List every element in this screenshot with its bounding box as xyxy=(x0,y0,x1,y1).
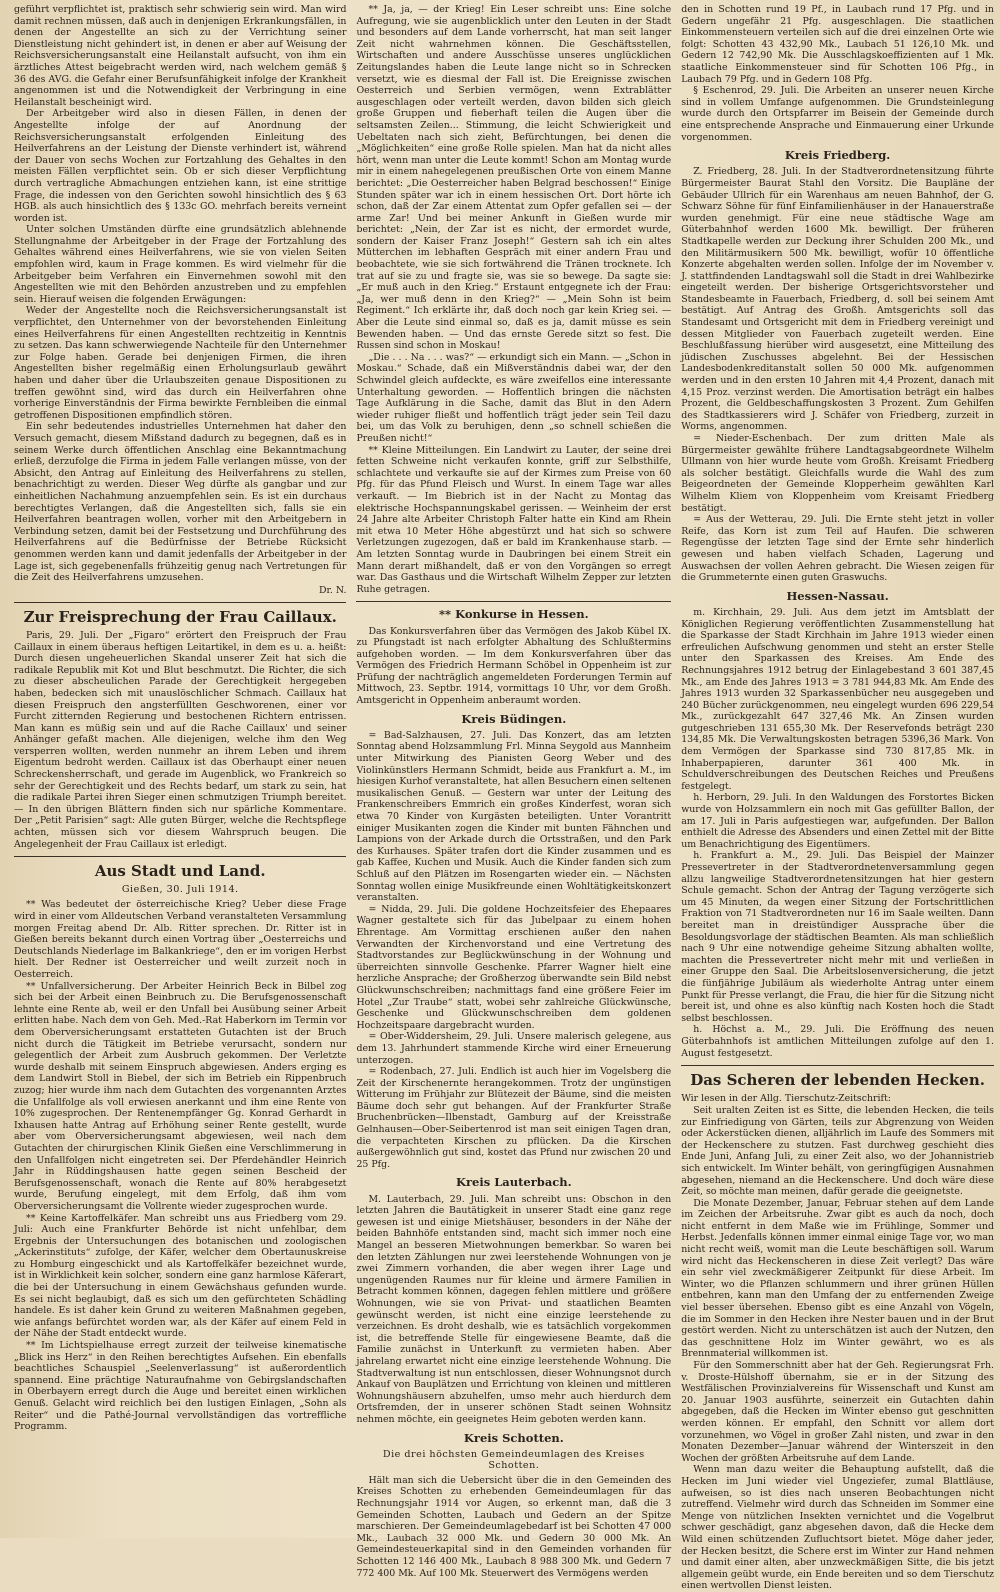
bankruptcy-headline: ** Konkurse in Hessen. xyxy=(439,607,589,622)
section-divider xyxy=(14,602,346,603)
article-paragraph: ** Ja, ja, — der Krieg! Ein Leser schreibt uns: Eine solche Aufregung, wie sie augenblicklich unter den Leuten in der Stadt und besonders auf dem Lande vorherrscht, hat man seit langer Zeit nicht wahrnehmen können. Die Geschäftsstellen, Wirtschaften und andere Ausschüsse unseres unglücklichen Zeitungslandes haben die Leute lange nicht so in Schrecken versetzt, wie es diesmal der Fall ist. Die Ereignisse zwischen Oesterreich und Serbien vermögen, wenn Extrablätter ausgeschlagen oder verteilt werden, davon bilden sich gleich große Gruppen und fieberhaft teilen die Augen über die seltsamsten Zeilen... Stimmung, die leicht Schwierigkeit und Uebeltaten nach sich zieht, Befürchtungen, bei denen die „Möglichkeiten“ eine große Rolle spielen. Man hat da nicht alles hört, wenn man unter die Leute kommt! Schon am Montag wurde mir in einem nahegelegenen preußischen Orte von einem Manne berichtet: „Die Oesterreicher haben Belgrad beschossen!“ Einige Stunden später war ich in einem hessischen Ort. Dort hörte ich schon, daß der Zar einem Attentat zum Opfer gefallen sei — der arme Zar! Und bei meiner Ankunft in Gießen wurde mir berichtet: „Nein, der Zar ist es nicht, der ermordet wurde, sondern der Kaiser Franz Joseph!“ Gestern sah ich ein altes Mütterchen im lebhaften Gespräch mit einer andern Frau und beobachtete, wie sie sich fortwährend die Tränen trocknete. Ich trat auf sie zu und fragte sie, was sie so bewege. Da sagte sie: „Er muß auch in den Krieg.“ Erstaunt entgegnete ich der Frau: „Ja, wer muß denn in den Krieg?“ — „Mein Sohn ist beim Regiment.“ Ich erklärte ihr, daß doch noch gar kein Krieg sei. — Aber die Leute sind einmal so, daß es ja, damit müsse es sein Bewenden haben. — Und das ernste Gerede sitzt so fest. Die Russen sind schon in Moskau! xyxy=(356,4,672,352)
local-news-dateline: Gießen, 30. Juli 1914. xyxy=(121,884,239,896)
page-columns xyxy=(14,4,994,1592)
article-paragraph: = Aus der Wetterau, 29. Juli. Die Ernte steht jetzt in voller Reife, das Korn ist zum Teil auf Haufen. Die schweren Regengüsse der letzten Tage sind der Ernte sehr hinderlich gewesen und haben vielfach Schaden, Lagerung und Auswachsen der vollen Aehren gebracht. Die Wiesen zeigen für die Grummeternte einen guten Graswuchs. xyxy=(681,514,994,584)
article-paragraph: geführt verpflichtet ist, praktisch sehr schwierig sein wird. Man wird damit rechnen müssen, daß auch in denjenigen Erkrankungsfällen, in denen der Angestellte an sich zu der Verrichtung seiner Dienstleistung nicht gehindert ist, in denen er aber auf Weisung der Reichsversicherungsanstalt eine Heilanstalt aufsucht, von ihm ein ärztliches Attest beigebracht werden wird, nach welchem gemäß § 36 des AVG. die Gefahr einer Berufsunfähigkeit infolge der Krankheit angenommen ist und die Notwendigkeit der Verbringung in eine Heilanstalt bescheinigt wird. xyxy=(14,4,347,108)
column-2 xyxy=(356,4,672,1579)
district-headline-budingen: Kreis Büdingen. xyxy=(461,711,567,726)
region-headline-hessen-nassau: Hessen-Nassau. xyxy=(786,588,889,603)
article-paragraph: Wir lesen in der Allg. Tierschutz-Zeitschrift: xyxy=(681,1093,891,1105)
district-headline-friedberg: Kreis Friedberg. xyxy=(784,148,891,163)
article-paragraph: Hält man sich die Uebersicht über die in den Gemeinden des Kreises Schotten zu erhebenden Gemeindeumlagen für das Rechnungsjahr 1914 vor Augen, so erkennt man, daß die 3 Gemeinden Schotten, Laubach und Gedern an der Spitze marschieren. Der Gemeindeumlagebedarf ist bei Schotten 47 000 Mk., Laubach 32 000 Mk. und Gedern 30 000 Mk. An Gemeindesteuerkapital sind in den Gemeinden vorhanden für Schotten 12 146 400 Mk., Laubach 8 988 300 Mk. und Gedern 7 772 400 Mk. Auf 100 Mk. Steuerwert des Vermögens werden xyxy=(356,1474,672,1579)
article-paragraph: Z. Friedberg, 28. Juli. In der Stadtverordnetensitzung führte Bürgermeister Baurat Stahl den Vorsitz. Die Baupläne der Gebäuder Ullrich für ein Warenhaus am neuen Bahnhof, der G. Schwarz Söhne für fünf Einfamilienhäuser in der Hanauerstraße wurden genehmigt. Für eine neue städtische Wage am Güterbahnhof werden 1600 Mk. bewilligt. Der früheren Stadtkapelle werden zur Deckung ihrer Schulden 200 Mk., und den Militärmusikern 500 Mk. bewilligt, wofür 10 öffentliche Konzerte abgehalten werden sollen. Infolge der im November v. J. stattfindenden Landtagswahl soll die Stadt in drei Wahlbezirke eingeteilt werden. Der bisherige Ortsgerichtsvorsteher und Standesbeamte in Fauerbach, Friedberg, d. soll bei seinem Amt bestätigt. Auf Antrag des Großh. Amtsgerichts soll das Standesamt und Ortsgericht mit dem in Friedberg vereinigt und dessen Mitglieder von Fauerbach zugeteilt werden. Eine Beschlußfassung hierüber wird ausgesetzt, eine Mitteilung des jüdischen Zuschusses abgelehnt. Bei der Hessischen Landesbodenkreditanstalt sollen 50 000 Mk. aufgenommen werden und in den ersten 10 Jahren mit 4,4 Prozent, danach mit 4,15 Proz. verzinst werden. Die Amortisation beträgt ein halbes Prozent, die Geldbeschaffungskosten 3 Prozent. Zum Gehilfen des Stadtkassierers wird J. Schäfer von Friedberg, zurzeit in Worms, angenommen. xyxy=(681,166,994,433)
article-paragraph: „Die . . . Na . . . was?“ — erkundigt sich ein Mann. — „Schon in Moskau.“ Schade, daß ein Mißverständnis dabei war, der den Schwindel gleich aufdeckte, es wäre zweifellos eine interessante Unterhaltung geworden. — Hoffentlich bringen die nächsten Tage Aufklärung in die Sache, damit das Blut in den Adern wieder ruhiger fließt und hoffentlich trägt jeder sein Teil dazu bei, um das Volk zu beruhigen, denn „so schnell schießen die Preußen nicht!“ xyxy=(356,351,672,444)
hedges-headline: Das Scheren der lebenden Hecken. xyxy=(690,1071,985,1090)
district-headline-lauterbach: Kreis Lauterbach. xyxy=(455,1175,572,1190)
article-paragraph: ** Im Lichtspielhause erregt zurzeit der teilweise kinematische „Blick ins Herz“ in den Reihen berechtigtes Aufsehen. Ein ebenfalls beachtliches Schauspiel „Seelenverlassung“ ist außerordentlich spannend. Eine prächtige Naturaufnahme von Gebirgslandschaften in Oberbayern erregt durch die Auge und bereitet einen wirklichen Genuß. Gelacht wird reichlich bei den lustigen Einlagen, „Sohn als Reiter“ und die Pathé-Journal vervollständigen das vortreffliche Programm. xyxy=(14,1340,347,1433)
article-paragraph: ** Kleine Mitteilungen. Ein Landwirt zu Lauter, der seine drei fetten Schweine nicht verkaufen konnte, griff zur Selbsthilfe, schlachtete und verkaufte sie auf der Kirmes zum Preise von 60 Pfg. für das Pfund Fleisch und Wurst. In einem Tage war alles verkauft. — Im Biebrich ist in der Nacht zu Montag das elektrische Hochspannungskabel gerissen. — Weinheim der erst 24 Jahre alte Arbeiter Christoph Falter hatte ein Kind am Rhein mit etwa 10 Meter Höhe abgestürzt und hat sich so schwere Verletzungen zugezogen, daß er bald im Krankenhause starb. — Am letzten Sonntag wurde in Daubringen bei einem Streit ein Mann derart mißhandelt, daß er von den Vorgängen so erregt war. Das Gasthaus und die Wirtschaft Wilhelm Zepper zur letzten Ruhe getragen. xyxy=(356,444,672,595)
article-paragraph: = Nieder-Eschenbach. Der zum dritten Male als Bürgermeister gewählte frühere Landtagsabgeordnete Wilhelm Ullmann von hier wurde heute vom Großh. Kreisamt Friedberg als solcher bestätigt. Gleichfalls wurde die Wahl des zum Beigeordneten der Gemeinde Klopperheim gewählten Karl Wilhelm Kliem von Kloppenheim vom Kreisamt Friedberg bestätigt. xyxy=(681,433,994,514)
column-3 xyxy=(681,4,994,1592)
article-paragraph: = Rodenbach, 27. Juli. Endlich ist auch hier im Vogelsberg die Zeit der Kirschenernte herangekommen. Trotz der ungünstigen Witterung im Frühjahr zur Blütezeit der Bäume, sind die meisten Bäume doch sehr gut behangen. Auf der Frankfurter Straße Bruchenbrücken—Ilbenstadt, Gamburg auf der Kreisstraße Gelnhausen—Ober-Seibertenrod ist man seit einigen Tagen dran, die verpachteten Kirschen zu pflücken. Da die Kirschen außergewöhnlich gut sind, kostet das Pfund nur zwischen 20 und 25 Pfg. xyxy=(356,1066,672,1170)
author-signature: Dr. N. xyxy=(318,584,347,596)
article-paragraph: h. Herborn, 29. Juli. In den Waldungen des Forstortes Bicken wurde von Holzsammlern ein noch mit Gas gefüllter Ballon, der am 17. Juli in Paris aufgestiegen war, aufgefunden. Der Ballon enthielt die Adresse des Absenders und einen Zettel mit der Bitte um Benachrichtigung des Eigentümers. xyxy=(681,792,994,850)
section-divider xyxy=(356,601,671,602)
article-paragraph: = Ober-Widdersheim, 29. Juli. Unsere malerisch gelegene, aus dem 13. Jahrhundert stammende Kirche wird einer Erneuerung unterzogen. xyxy=(356,1031,672,1066)
article-paragraph: h. Höchst a. M., 29. Juli. Die Eröffnung des neuen Güterbahnhofs ist amtlichen Mitteilungen zufolge auf den 1. August festgesetzt. xyxy=(681,1024,994,1059)
article-paragraph: den in Schotten rund 19 Pf., in Laubach rund 17 Pfg. und in Gedern ungefähr 21 Pfg. ausgeschlagen. Die staatlichen Einkommensteuern verteilen sich auf die drei einzelnen Orte wie folgt: Schotten 43 432,90 Mk., Laubach 51 126,10 Mk. und Gedern 12 742,90 Mk. Die Ausschlagskoeffizienten auf 1 Mk. staatliche Einkommensteuer sind für Schotten 106 Pfg., in Laubach 79 Pfg. und in Gedern 108 Pfg. xyxy=(681,4,994,85)
article-paragraph: ** Unfallversicherung. Der Arbeiter Heinrich Beck in Bilbel zog sich bei der Arbeit einen Beinbruch zu. Die Berufsgenossenschaft lehnte eine Rente ab, weil er den Unfall bei Ausübung seiner Arbeit erlitten habe. Nach dem von Geh. Med.-Rat Haberkorn im Termin vor dem Oberversicherungsamt erstatteten Gutachten ist der Bruch nicht durch die Tätigkeit im Betriebe verursacht, sondern nur gelegentlich der Arbeit zum Ausbruch gekommen. Der Verletzte wurde deshalb mit seinem Einspruch abgewiesen. Anders erging es dem Landwirt Stoll in Biebel, der sich im Betrieb ein Rippenbruch zuzog; hier wurde ihm nach dem Gutachten des vorgenannten Arztes die Unfallfolge als voll erwiesen anerkannt und ihm eine Rente von 10% zugesprochen. Der Rentenempfänger Gg. Konrad Gerhardt in Ixhausen hatte Antrag auf Erhöhung seiner Rente gestellt, wurde aber vom Oberversicherungsamt abgewiesen, weil nach dem Gutachten der chirurgischen Klinik Gießen eine Verschlimmerung in den Unfallfolgen nicht eingetreten sei. Der Pferdehändler Heinrich Jahr in Rüddingshausen hatte gegen seinen Bescheid der Berufsgenossenschaft, wonach die Rente auf 80% herabgesetzt wurde, Berufung eingelegt, mit dem Erfolg, daß ihm vom Oberversicherungsamt die Vollrente wieder zugesprochen wurde. xyxy=(14,980,347,1212)
article-paragraph: Unter solchen Umständen dürfte eine grundsätzlich ablehnende Stellungnahme der Arbeitgeber in der Frage der Fortzahlung des Gehaltes während eines Heilverfahrens, wie sie von vielen Seiten empfohlen wird, kaum in Frage kommen. Es wird vielmehr für die Arbeitgeber beim Verfahren ein Einvernehmen sowohl mit den Angestellten wie mit den Behörden anzustreben und zu empfehlen sein. Hierauf weisen die folgenden Erwägungen: xyxy=(14,224,347,305)
article-paragraph: Der Arbeitgeber wird also in diesen Fällen, in denen der Angestellte infolge der auf Anordnung der Reichsversicherungsanstalt erfolgenden Einleitung des Heilverfahrens an der Leistung der Dienste verhindert ist, während der Dauer von sechs Wochen zur Fortzahlung des Gehaltes in den meisten Fällen verpflichtet sein. Ob er sich dieser Verpflichtung durch vertragliche Abmachungen entziehen kann, ist eine strittige Frage, die indessen von den Gerichten sowohl hinsichtlich des § 63 HGB. als auch hinsichtlich des § 133c GO. mehrfach bereits verneint worden ist. xyxy=(14,108,347,224)
article-paragraph: Ein sehr bedeutendes industrielles Unternehmen hat daher den Versuch gemacht, diesem Mißstand dadurch zu begegnen, daß es in seinem Werke durch öffentlichen Anschlag eine Bekanntmachung erließ, derzufolge die Firma in jedem Falle verlangen müsse, von der Absicht, den Antrag auf Einleitung des Heilverfahrens zu stellen, benachrichtigt zu werden. Dieser Weg dürfte als gangbar und zur einheitlichen Nachahmung anzuempfehlen sein. Es ist ein durchaus berechtigtes Verlangen, daß die Angestellten sich, falls sie ein Heilverfahren beantragen wollen, vorher mit den Arbeitgebern in Verbindung setzen, damit bei der Festsetzung und Durchführung des Heilverfahrens auf die Bedürfnisse der Betriebe Rücksicht genommen werden kann und damit jedenfalls der Arbeitgeber in der Lage ist, sich gegebenenfalls frühzeitig genug nach Vertretungen für die Zeit des Heilverfahrens umzusehen. xyxy=(14,421,347,584)
local-news-headline: Aus Stadt und Land. xyxy=(94,862,266,881)
article-paragraph: h. Frankfurt a. M., 29. Juli. Das Beispiel der Mainzer Pressevertreter in der Stadtverordnetenversammlung gegen allzu langweilige Stadtverordnetensitzungen hat hier gestern Schule gemacht. Schon der Antrag der Tagung verzögerte sich um 45 Minuten, da wegen einer Sitzung der Fortschrittlichen Fraktion von 71 Stadtverordneten nur 16 im Saale weilten. Dann bereitet man in dreistündiger Aussprache über die Besoldungsvorlage der städtischen Beamten. Als man schließlich nach 9 Uhr eine notwendige geheime Sitzung abhalten wollte, machten die Pressevertreter nicht mehr mit und verließen in einer Gruppe den Saal. Die Arbeitslosenversicherung, die jetzt die fünfjährige Jubiläum als wiederholte Antrag unter einem Punkt für Presse verlangt, die Frau, die hier für die Sitzung nicht bereit ist, und ohne es also künftig nach Kosten hoch die Stadt selbst beschlossen. xyxy=(681,850,994,1024)
article-paragraph: Seit uralten Zeiten ist es Sitte, die lebenden Hecken, die teils zur Einfriedigung von Gärten, teils zur Abgrenzung von Weiden oder Ackerstücken dienen, alljährlich im Laufe des Sommers mit der Heckenschere zu stutzen. Fast durchweg geschieht dies Ende Juni, Anfang Juli, zu einer Zeit also, wo der Johannistrieb sich entwickelt. Im Winter behält, von geringfügigen Ausnahmen abgesehen, niemand an die Heckenschere. Und doch wäre diese Zeit, so möchte man meinen, dafür gerade die geeignetste. xyxy=(681,1104,994,1198)
article-paragraph: = Bad-Salzhausen, 27. Juli. Das Konzert, das am letzten Sonntag abend Holzsammlung Frl. Minna Seygold aus Mannheim unter Mitwirkung des Pianisten Georg Weber und des Violinkünstlers Hermann Schmidt, beide aus Frankfurt a. M., im hiesigen Kurhof veranstaltete, hat allen Besuchern einen seltenen musikalischen Genuß. — Gestern war unter der Leitung des Frankenschreibers Emmrich ein großes Kinderfest, woran sich etwa 70 Kinder von Kurgästen beteiligten. Unter Vorantritt einiger Musikanten zogen die Kinder mit bunten Fähnchen und Lampions von der Arkade durch die Ortsstraßen, und den Park des Kurhauses. Später trafen dort die Kinder zusammen und es gab Kaffee, Kuchen und Musik. Auch die Kinder fanden sich zum Schluß auf den Plätzen im Rosengarten wieder ein. — Nächsten Sonntag wollen einige Musikfreunde einen Wohltätigkeitskonzert veranstalten. xyxy=(356,729,672,904)
article-paragraph: = Nidda, 29. Juli. Die goldene Hochzeitsfeier des Ehepaares Wagner gestaltete sich für das Jubelpaar zu einem hohen Ehrentage. Am Vormittag erschienen außer den nahen Verwandten der Kirchenvorstand und eine Vertretung des Stadtvorstandes zur Beglückwünschung in der Wohnung und überreichten sinnvolle Geschenke. Pfarrer Wagner hielt eine herzliche Ansprache; der Großherzog überwandte sein Bild nebst Glückwunschschreiben; nachmittags fand eine größere Feier im Hotel „Zur Traube“ statt, wobei sehr zahlreiche Glückwünsche, Geschenke und Glückwunschschreiben dem goldenen Hochzeitspaare dargebracht wurden. xyxy=(356,903,672,1031)
article-paragraph: m. Kirchhain, 29. Juli. Aus dem jetzt im Amtsblatt der Königlichen Regierung veröffentlichten Zusammenstellung hat die Sparkasse der Stadt Kirchhain im Jahre 1913 wieder einen erfreulichen Aufschwung genommen und steht an erster Stelle unter den Sparkassen des Kreises. Am Ende des Rechnungsjahres 1912 betrug der Einlagebestand 3 601 387,45 Mk., am Ende des Jahres 1913 = 3 781 944,83 Mk. Am Ende des Jahres 1913 wurden 32 Sparkassenbücher neu ausgegeben und 240 Bücher zurückgenommen, neu eingelegt wurden 696 229,54 Mk., zurückgezahlt 647 327,46 Mk. An Zinsen wurden gutgeschrieben 131 655,30 Mk. Der Reservefonds beträgt 230 134,85 Mk. Die Verwaltungskosten betragen 5396,36 Mark. Von dem Vermögen der Sparkasse sind 730 817,85 Mk. in Inhaberpapieren, darunter 361 400 Mk. in Schuldverschreibungen des Deutschen Reiches und Preußens festgelegt. xyxy=(681,606,994,792)
article-paragraph: M. Lauterbach, 29. Juli. Man schreibt uns: Obschon in den letzten Jahren die Bautätigkeit in unserer Stadt eine ganz rege gewesen ist und einige Mietshäuser, besonders in der Nähe der beiden Bahnhöfe entstanden sind, macht sich immer noch eine Mangel an besseren Mietwohnungen bemerkbar. So waren bei den letzten Zählungen nur zwei leerstehende Wohnungen von je zwei Zimmern vorhanden, die aber wegen ihrer Lage und ungenügenden Raumes nur für kleine und ärmere Familien in Betracht kommen können, dagegen fehlen mittlere und größere Wohnungen, wie sie von Privat- und staatlichen Beamten gewünscht werden, ist nicht eine einzige leerstehende zu verzeichnen. Es droht deshalb, wie es tatsächlich vorgekommen ist, die betreffende Stelle für eingewiesene Beamte, daß die Familie zunächst in Unterkunft zu vermieten haben. Aber jahrelang erwartet nicht eine einzige leerstehende Wohnung. Die Stadtverwaltung ist nun entschlossen, dieser Wohnungsnot durch Ankauf von Bauplätzen und Errichtung von kleinen und mittleren Wohnungshäusern abzuhelfen, umso mehr auch hierdurch dem Ortsfremden, der in unserer schönen Stadt seinen Wohnsitz nehmen möchte, ein geeignetes Heim geboten werden kann. xyxy=(356,1193,672,1425)
section-divider xyxy=(14,856,346,857)
article-paragraph: Weder der Angestellte noch die Reichsversicherungsanstalt ist verpflichtet, den Unternehmer von der bevorstehenden Einleitung eines Heilverfahrens für einen Angestellten rechtzeitig in Kenntnis zu setzen. Das kann schwerwiegende Nachteile für den Unternehmer zur Folge haben. Gerade bei denjenigen Firmen, die ihren Angestellten bisher regelmäßig einen Erholungsurlaub gewährt haben und daher über die Urlaubszeiten genaue Dispositionen zu treffen gewöhnt sind, wird das durch ein Heilverfahren ohne vorherige Einverständnis der Firma bewirkte Fernbleiben die einmal getroffenen Dispositionen empfindlich stören. xyxy=(14,305,347,421)
article-paragraph: Wenn man dazu weiter die Behauptung aufstellt, daß die Hecken im Juni wieder viel Ungeziefer, zumal Blattläuse, aufweisen, so ist dies nach unseren Beobachtungen nicht zutreffend. Vielmehr wird durch das Schneiden im Sommer eine Menge von nützlichen Insekten vernichtet und die Vogelbrut schwer geschädigt, ganz abgesehen davon, daß die Hecke dem Wild einen schützenden Zufluchtsort bietet. Möge daher jeder, der Hecken besitzt, die Schere erst im Winter zur Hand nehmen und damit einer alten, aber unzweckmäßigen Sitte, die bis jetzt allgemein geübt wurde, ein Ende bereiten und so dem Tierschutz einen wertvollen Dienst leisten. xyxy=(681,1464,994,1592)
article-paragraph: Für den Sommerschnitt aber hat der Geh. Regierungsrat Frh. v. Droste-Hülshoff übernahm, sie er in der Sitzung des Westfälischen Provinzialvereins für Wissenschaft und Kunst am 20. Januar 1903 ausführte, seinerzeit ein Gutachten dahin abgegeben, daß die Hecken im Winter ebenso gut geschnitten werden können. Er empfahl, den Schnitt vor allem dort vorzunehmen, wo Vögel in großer Zahl nisten, und zwar in den Monaten Dezember—Januar während der Winterszeit in den Wochen der größten Arbeitsruhe auf dem Lande. xyxy=(681,1360,994,1464)
district-headline-schotten: Kreis Schotten. xyxy=(463,1430,564,1445)
column-1 xyxy=(14,4,346,1532)
article-paragraph: Die Monate Dezember, Januar, Februar stehen auf dem Lande im Zeichen der Arbeitsruhe. Zwar gibt es auch da noch, doch nicht entfernt in dem Maße wie im Frühlinge, Sommer und Herbst. Jedenfalls können immer einmal einige Tage vor, wo man nicht recht weiß, womit man die Leute beschäftigen soll. Warum wird nicht das Heckenscheren in diese Zeit verlegt? Das wäre ein sehr viel zweckmäßigerer Zeitpunkt für diese Arbeit. Im Winter, wo die Pflanzen schlummern und ihrer grünen Hüllen entbehren, kann man den Umfang der zu entfernenden Zweige viel besser übersehen. Ebenso gibt es eine Anzahl von Vögeln, die im Sommer in den Hecken ihre Nester bauen und in der Brut gestört werden. Nicht zu unterschätzen ist auch der Nutzen, den das geschnittene Holz im Winter gewährt, wo es als Brennmaterial willkommen ist. xyxy=(681,1197,994,1360)
section-divider xyxy=(681,1065,994,1066)
article-paragraph: ** Was bedeutet der österreichische Krieg? Ueber diese Frage wird in einer vom Alldeutschen Verband veranstalteten Versammlung morgen Freitag abend Dr. Alb. Ritter sprechen. Dr. Ritter ist in Gießen bereits bekannt durch einen Vortrag über „Oesterreichs und Deutschlands Niederlage im Balkankriege“, den er im vorigen Herbst hielt. Der Redner ist Oesterreicher und weilt zurzeit noch in Oesterreich. xyxy=(14,899,347,981)
schotten-subheadline: Die drei höchsten Gemeindeumlagen des Kreises Schotten. xyxy=(382,1448,645,1471)
article-paragraph: Das Konkursverfahren über das Vermögen des Jakob Kübel IX. zu Pfungstadt ist nach erfolgter Abhaltung des Schlußtermins aufgehoben worden. — Im dem Konkursverfahren über das Vermögen des Friedrich Hermann Schöbel in Oppenheim ist zur Prüfung der nachträglich angemeldeten Forderungen Termin auf Mittwoch, 23. Septbr. 1914, vormittags 10 Uhr, vor dem Großh. Amtsgericht in Oppenheim anberaumt worden. xyxy=(356,625,672,707)
article-paragraph: ** Keine Kartoffelkäfer. Man schreibt uns aus Friedberg vom 29. Juli: Auch eine Frankfurter Behörde ist nicht unfehlbar, dem Ergebnis der Untersuchungen des botanischen und zoologischen „Ackerinstituts“ zufolge, der Käfer, welcher dem Obertaunuskreise zu Homburg eingeschickt und als Kartoffelkäfer bezeichnet wurde, ist in Wirklichkeit kein solcher, sondern eine ganz harmlose Käferart, die bei der Untersuchung in einem Gewächshaus gefunden wurde. Es sei nicht beglaubigt, daß es sich um den gefürchteten Schädling handele. Es ist daher kein Grund zu weiteren Maßnahmen gegeben, wie anfangs befürchtet worden war, als der Käfer auf einem Feld in der Nähe der Stadt entdeckt wurde. xyxy=(14,1212,347,1340)
article-paragraph: Paris, 29. Juli. Der „Figaro“ erörtert den Freispruch der Frau Caillaux in einem überaus heftigen Leitartikel, in dem es u. a. heißt: Durch diesen ungeheuerlichen Skandal unserer Zeit hat sich die radikale Republik mit Kot und Blut beschmutzt. Die Richter, die sich zu dieser abscheulichen Parade der Gerechtigkeit hergegeben haben, bedecken sich mit unauslöschlicher Schmach. Caillaux hat diesen Freispruch den angsterfüllten Geschworenen, einer vor Furcht zitternden Regierung und bestochenen Richtern entrissen. Man kann es müßig sein und auf die Rache Caillaux' und seiner Anhänger gefaßt machen. Alle diejenigen, welche ihm den Weg versperren wollten, werden nunmehr an ihrem Leben und ihrem Eigentum bedroht werden. Caillaux ist das Oberhaupt einer neuen Schreckensherrschaft, und gerade im Augenblick, wo Frankreich so sehr der Gerechtigkeit und des Rechts bedarf, um stark zu sein, hat die radikale Partei ihren Sieger einen schmutzigen Triumph bereitet. — In den übrigen Blättern finden sich nur spärliche Kommentare. Der „Petit Parisien“ sagt: Alle guten Bürger, welche die Rechtspflege achten, müssen sich vor diesem Wahrspruch beugen. Die Angelegenheit der Frau Caillaux ist erledigt. xyxy=(14,629,347,850)
caillaux-headline: Zur Freisprechung der Frau Caillaux. xyxy=(23,607,337,626)
article-paragraph: § Eschenrod, 29. Juli. Die Arbeiten an unserer neuen Kirche sind in vollem Umfange aufgenommen. Die Grundsteinlegung wurde durch den Ortspfarrer im Beisein der Gemeinde durch eine entsprechende Ansprache und Einmauerung einer Urkunde vorgenommen. xyxy=(681,85,994,143)
